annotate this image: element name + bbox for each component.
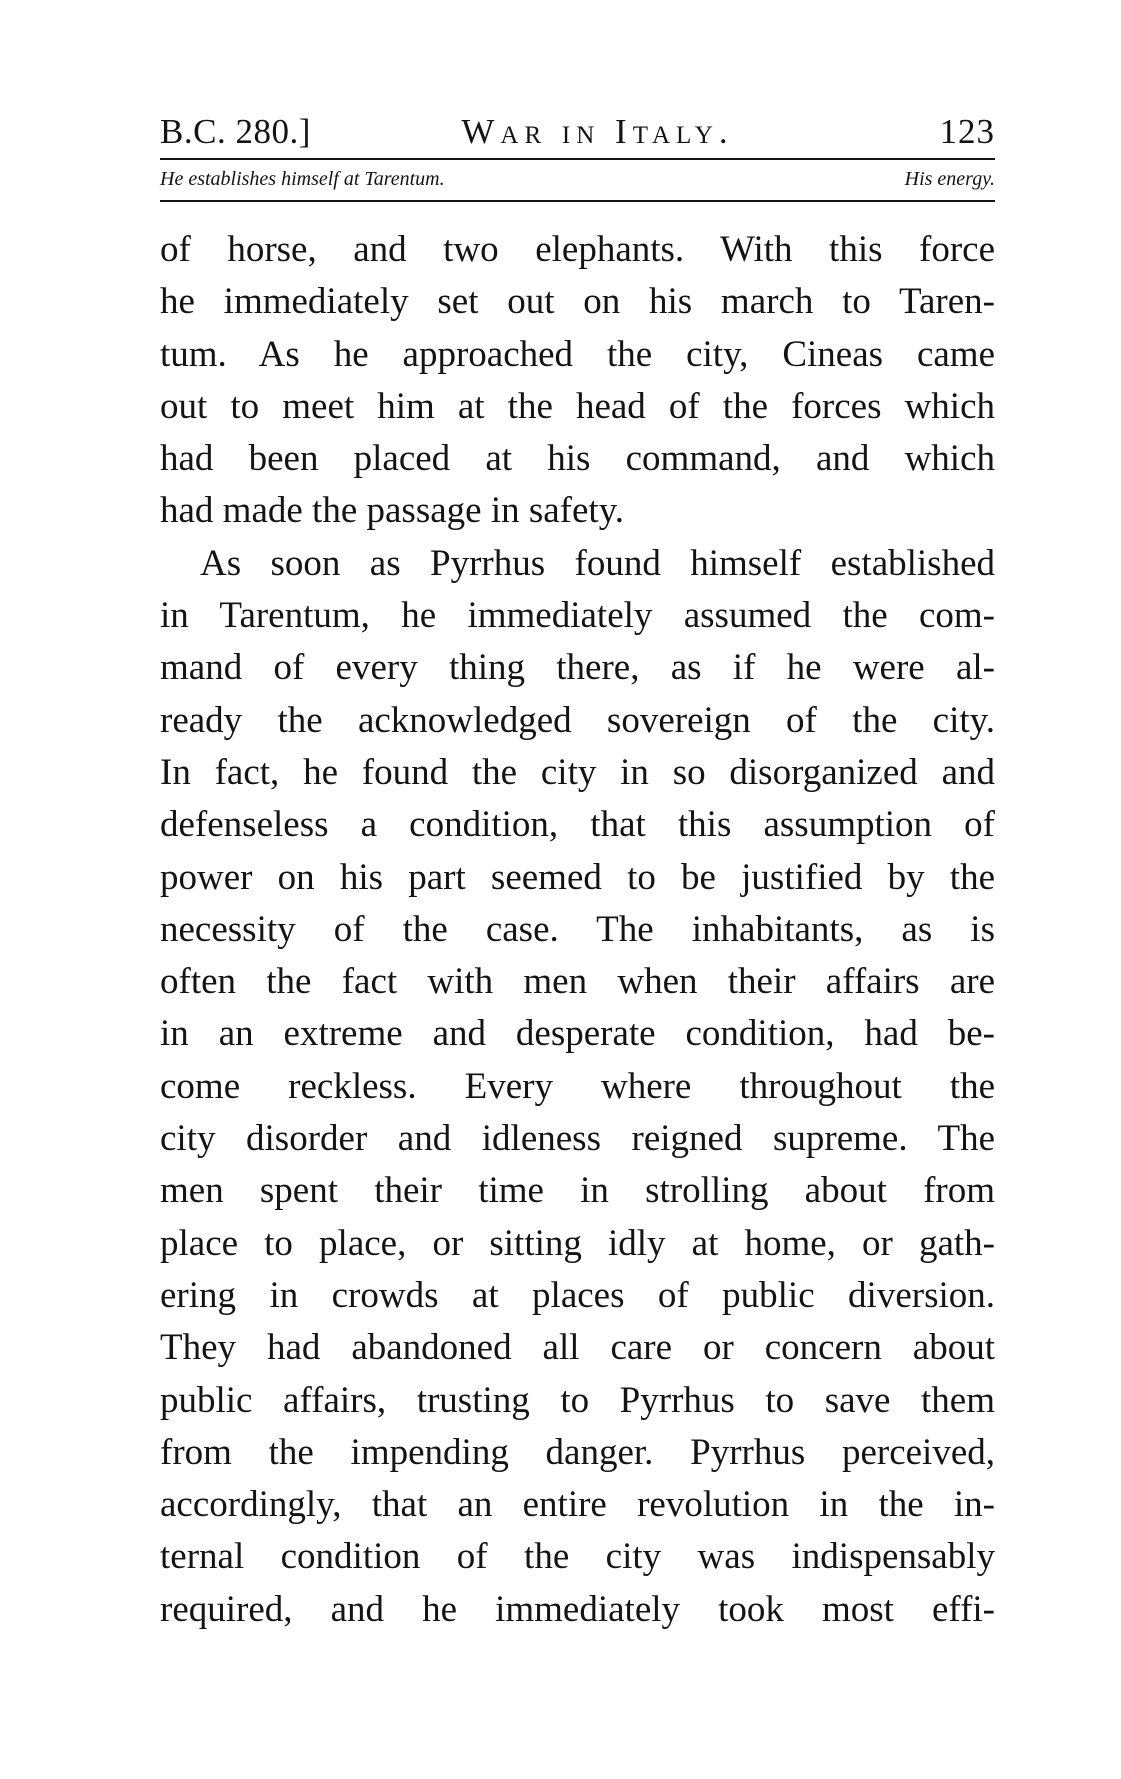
text-line: ering in crowds at places of public diversion. <box>160 1274 995 1316</box>
text-line: mand of every thing there, as if he were al- <box>160 647 995 689</box>
text-line: In fact, he found the city in so disorganized and <box>160 751 995 793</box>
paragraph-start-line: As soon as Pyrrhus found himself established <box>200 542 995 584</box>
header-rule-bottom <box>160 200 995 202</box>
text-line: had made the passage in safety. <box>160 490 625 532</box>
text-line: public affairs, trusting to Pyrrhus to save them <box>160 1379 995 1421</box>
text-line: ready the acknowledged sovereign of the city. <box>160 699 995 741</box>
running-head-date: B.C. 280.] <box>160 112 311 151</box>
text-line: often the fact with men when their affairs are <box>160 961 995 1003</box>
running-head-title: War in Italy. <box>461 112 734 151</box>
text-line: power on his part seemed to be justified by the <box>160 856 995 898</box>
topic-right: His energy. <box>904 168 995 190</box>
text-line: had been placed at his command, and which <box>160 438 995 480</box>
book-page <box>160 96 995 1716</box>
page-number: 123 <box>939 112 995 151</box>
text-line: from the impending danger. Pyrrhus perceived, <box>160 1431 995 1473</box>
body-text <box>160 224 995 1636</box>
topic-left: He establishes himself at Tarentum. <box>160 168 445 190</box>
text-line: necessity of the case. The inhabitants, as is <box>160 908 995 950</box>
text-line: city disorder and idleness reigned supreme. The <box>160 1118 995 1160</box>
text-line: place to place, or sitting idly at home, or gath- <box>160 1222 995 1264</box>
topic-line <box>160 160 995 200</box>
text-line: defenseless a condition, that this assumption of <box>160 804 995 846</box>
text-line: tum. As he approached the city, Cineas came <box>160 333 995 375</box>
running-head <box>160 96 995 158</box>
text-line: in Tarentum, he immediately assumed the com- <box>160 595 995 637</box>
text-line: in an extreme and desperate condition, had be- <box>160 1013 995 1055</box>
text-line: out to meet him at the head of the forces which <box>160 385 995 427</box>
text-line: They had abandoned all care or concern about <box>160 1327 995 1369</box>
text-line: of horse, and two elephants. With this force <box>160 229 995 270</box>
text-line: he immediately set out on his march to Taren- <box>160 281 995 323</box>
text-line: men spent their time in strolling about from <box>160 1170 995 1212</box>
text-line: required, and he immediately took most effi- <box>160 1588 995 1630</box>
text-line: come reckless. Every where throughout the <box>160 1065 995 1107</box>
text-line: ternal condition of the city was indispensably <box>160 1536 995 1578</box>
text-line: accordingly, that an entire revolution in the in- <box>160 1484 995 1526</box>
